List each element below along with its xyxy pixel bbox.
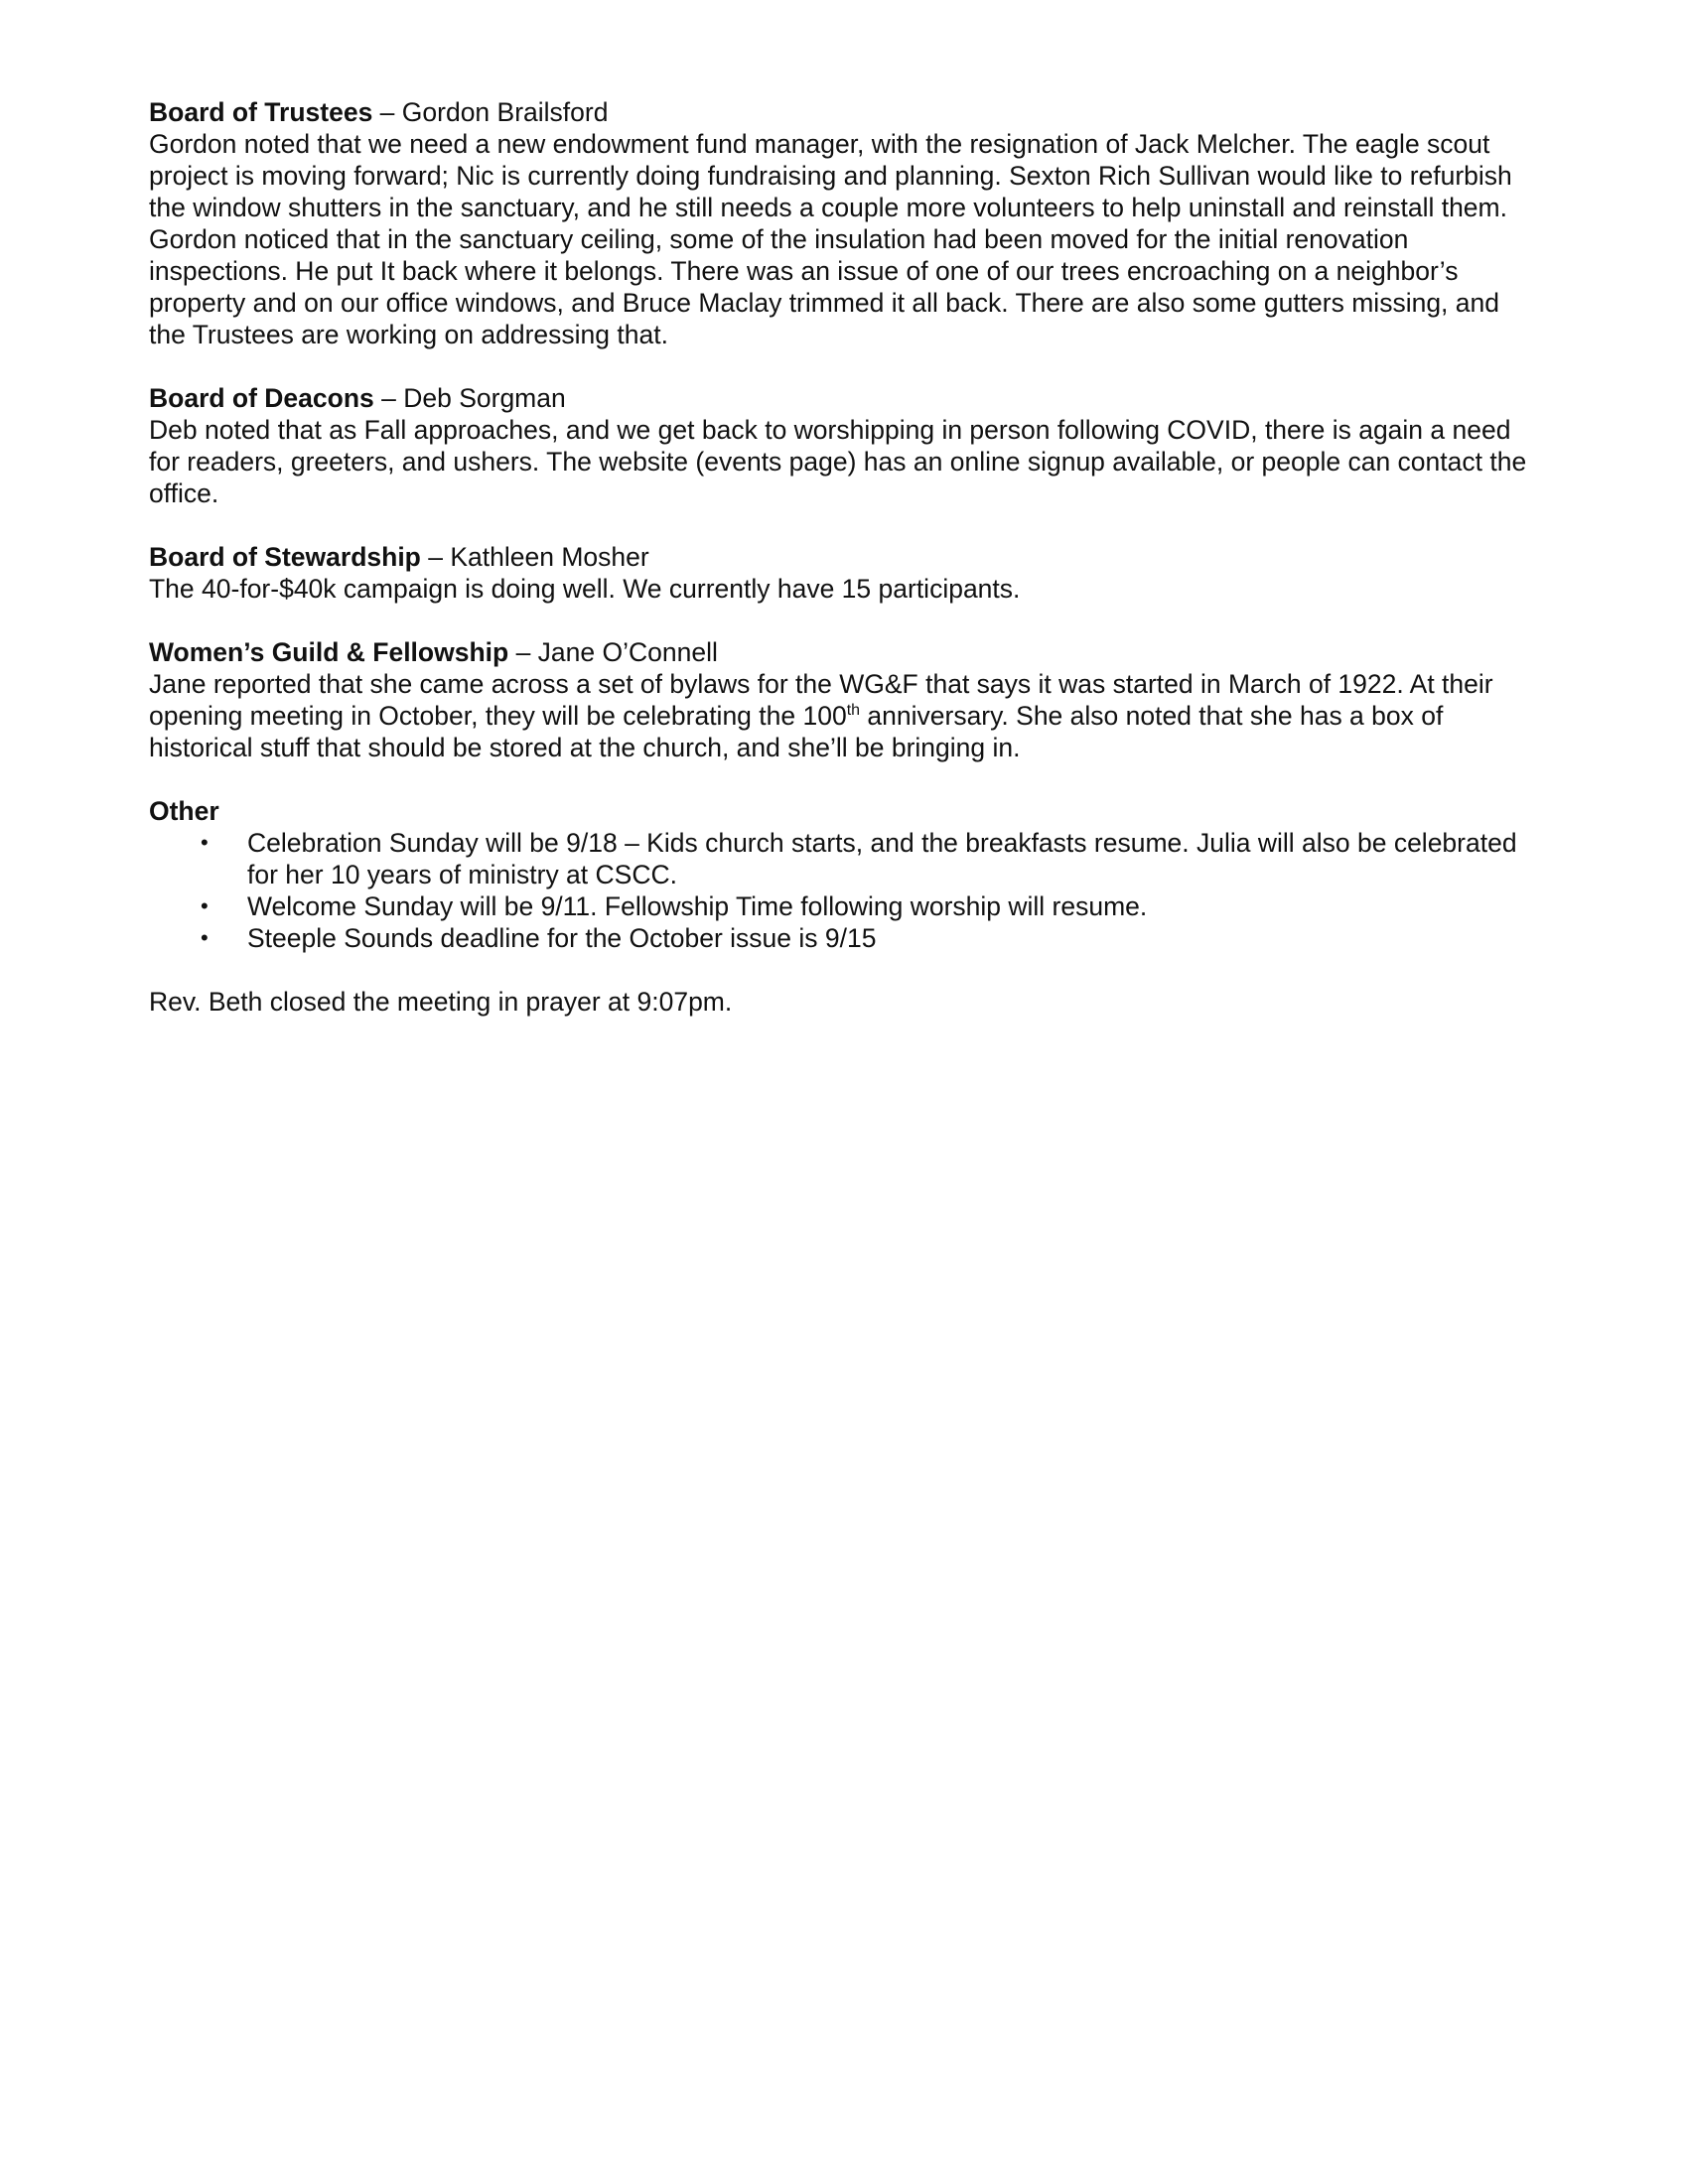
- ordinal-suffix: th: [846, 702, 861, 720]
- section-title: Other: [149, 796, 219, 826]
- document-page: [149, 96, 1539, 1018]
- section-title: Board of Deacons: [149, 383, 374, 413]
- bullet-icon: •: [201, 893, 209, 918]
- section-body: The 40-for-$40k campaign is doing well. We currently have 15 participants.: [149, 574, 1021, 604]
- heading-separator: –: [372, 97, 402, 127]
- heading-separator: –: [508, 637, 538, 667]
- section-title: Board of Stewardship: [149, 542, 421, 572]
- section-title: Women’s Guild & Fellowship: [149, 637, 509, 667]
- list-item: [149, 827, 1539, 890]
- section-person: Gordon Brailsford: [401, 97, 609, 127]
- section-title: Board of Trustees: [149, 97, 373, 127]
- section-body: [149, 668, 1539, 763]
- deacons-section: [149, 382, 1539, 509]
- bullet-icon: •: [201, 830, 209, 855]
- other-list: [149, 827, 1539, 954]
- section-person: Kathleen Mosher: [450, 542, 649, 572]
- section-body: Deb noted that as Fall approaches, and we get back to worshipping in person following COVID, there is again a need for readers, greeters, and ushers. The website (events page) has an online signup available, or people can contact the office.: [149, 415, 1527, 508]
- other-section: [149, 795, 1539, 954]
- heading-separator: –: [420, 542, 451, 572]
- list-item: [149, 922, 1539, 954]
- body-text-part: Jane reported that she came across a set of bylaws for the WG&F that says it was started in March of 1922. At their opening meeting in October, they will be celebrating the 100: [149, 669, 1493, 731]
- section-heading: [149, 382, 1539, 414]
- trustees-section: [149, 96, 1539, 350]
- list-item: [149, 890, 1539, 922]
- list-item-text: Welcome Sunday will be 9/11. Fellowship Time following worship will resume.: [247, 891, 1148, 921]
- section-heading: [149, 636, 1539, 668]
- heading-separator: –: [373, 383, 404, 413]
- bullet-icon: •: [201, 925, 209, 950]
- closing-line: Rev. Beth closed the meeting in prayer at 9:07pm.: [149, 987, 733, 1017]
- section-heading: [149, 541, 1539, 573]
- list-item-text: Steeple Sounds deadline for the October issue is 9/15: [247, 923, 877, 953]
- womens-guild-section: [149, 636, 1539, 763]
- list-item-text: Celebration Sunday will be 9/18 – Kids church starts, and the breakfasts resume. Julia will also be celebrated for her 10 years of ministry at CSCC.: [247, 828, 1517, 889]
- stewardship-section: [149, 541, 1539, 605]
- body-text-part: anniversary. She also noted that she has a box of historical stuff that should be stored at the church, and she’ll be bringing in.: [149, 701, 1444, 762]
- section-person: Deb Sorgman: [403, 383, 566, 413]
- section-body: Gordon noted that we need a new endowment fund manager, with the resignation of Jack Melcher. The eagle scout project is moving forward; Nic is currently doing fundraising and planning. Sexton Rich Sullivan would like to refurbish the window shutters in the sanctuary, and he still needs a couple more volunteers to help uninstall and reinstall them. Gordon noticed that in the sanctuary ceiling, some of the insulation had been moved for the initial renovation inspections. He put It back where it belongs. There was an issue of one of our trees encroaching on a neighbor’s property and on our office windows, and Bruce Maclay trimmed it all back. There are also some gutters missing, and the Trustees are working on addressing that.: [149, 129, 1512, 349]
- section-person: Jane O’Connell: [537, 637, 718, 667]
- section-heading: [149, 96, 1539, 128]
